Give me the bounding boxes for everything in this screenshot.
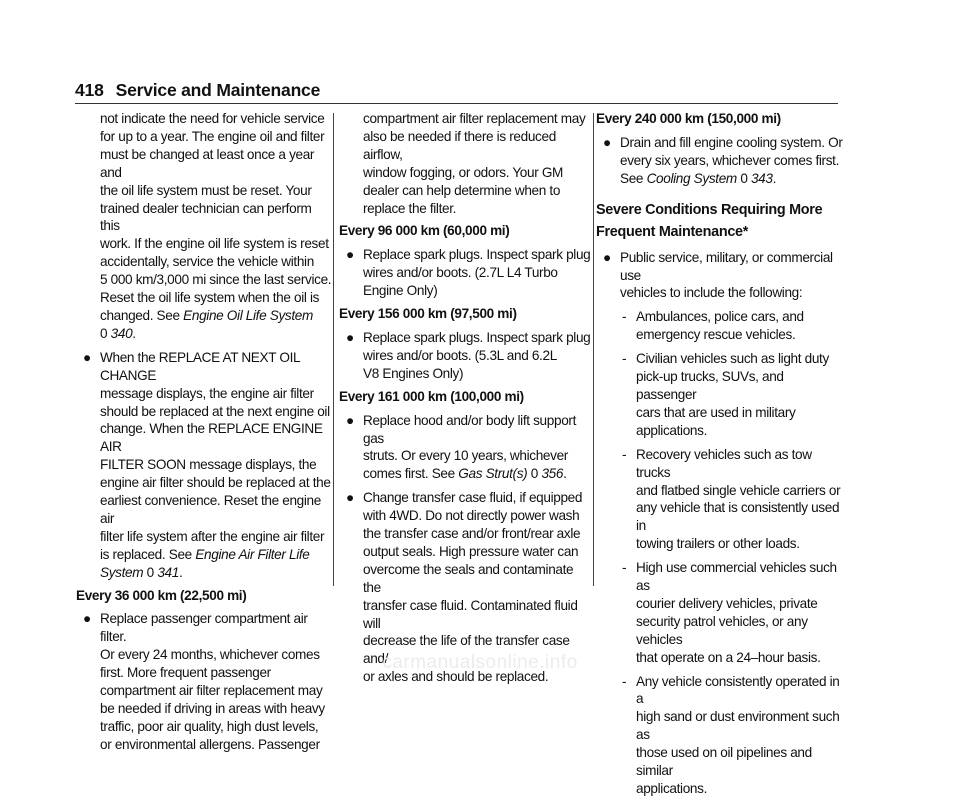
page-ref-number: 343 [750,170,773,186]
column-divider-2 [593,113,594,586]
subitem-ambulances: - Ambulances, police cars, and emergency rescue vehicles. [622,309,804,343]
page-ref-number: 341 [157,564,179,580]
subitem-commercial-vehicles: - High use commercial vehicles such as courier delivery vehicles, private security patrol vehicles, or any vehicles that operate on a 24–hour basis. [622,560,837,665]
column-2 [339,110,591,686]
column-3 [596,110,846,798]
bullet-cooling-system: ● Drain and fill engine cooling system. Or every six years, whichever comes first. See Cooling System 0 343. [603,134,843,186]
header-rule [75,103,838,104]
interval-heading-240000: Every 240 000 km (150,000 mi) [596,111,781,126]
page-number: 418 [75,80,104,100]
section-title: Service and Maintenance [115,80,321,100]
column-divider-1 [333,113,334,586]
interval-heading-161000: Every 161 000 km (100,000 mi) [339,388,524,404]
bullet-icon: ● [346,490,354,506]
continued-paragraph: compartment air filter replacement may also be needed if there is reduced airflow, window fogging, or odors. Your GM dealer can help determine when to replace the filter. [363,111,586,216]
subitem-sand-dust: - Any vehicle consistently operated in a high sand or dust environment such as those used on oil pipelines and similar applications. [622,673,840,796]
bullet-icon: ● [346,329,354,345]
dash-icon: - [622,351,627,367]
page-header [75,80,320,101]
bullet-transfer-case: ● Change transfer case fluid, if equipped with 4WD. Do not directly power wash the transfer case and/or front/rear axle output seals. High pressure water can overcome the seals and contaminate the transfer case fluid. Contaminated fluid will decrease the life of the transfer case and/ or axles and should be replaced. [346,490,583,685]
interval-heading-96000: Every 96 000 km (60,000 mi) [339,223,510,239]
subitem-civilian-vehicles: - Civilian vehicles such as light duty pick-up trucks, SUVs, and passenger cars that are used in military applications. [622,351,829,438]
page-ref-icon: 0 [146,564,154,580]
dash-icon: - [622,673,627,689]
bullet-replace-oil-change: ● When the REPLACE AT NEXT OIL CHANGE message displays, the engine air filter should be replaced at the next engine oil change. When the REPLACE ENGINE AIR FILTER SOON message displays, the engine air filter should be replaced at the earliest convenience. Reset the engine air filter life system after the engine air filter is replaced. See Engine Air Filter Life System 0 341. [83,349,331,580]
page-ref-icon: 0 [740,170,748,186]
page-ref-icon: 0 [530,466,539,482]
ref-gas-struts: Gas Strut(s) [458,466,528,482]
watermark: carmanualsonline.info [382,652,578,673]
bullet-spark-plugs-l4: ● Replace spark plugs. Inspect spark plug wires and/or boots. (2.7L L4 Turbo Engine Only) [346,247,591,299]
bullet-icon: ● [83,349,91,365]
bullet-icon: ● [603,134,611,150]
ref-engine-oil-life-system: Engine Oil Life System [183,307,313,323]
bullet-gas-struts: ● Replace hood and/or body lift support gas struts. Or every 10 years, whichever comes first. See Gas Strut(s) 0 356. [346,412,577,482]
section-heading-severe-conditions: Severe Conditions Requiring More Frequent Maintenance* [596,201,823,240]
bullet-icon: ● [346,247,354,263]
page-ref-number: 356 [541,466,564,482]
ref-engine-air-filter-life: Engine Air Filter Life [195,546,310,562]
interval-heading-156000: Every 156 000 km (97,500 mi) [339,306,517,322]
dash-icon: - [622,309,627,325]
subitem-recovery-vehicles: - Recovery vehicles such as tow trucks and flatbed single vehicle carriers or any vehicle that is consistently used in towing trailers or other loads. [622,446,841,552]
page-ref-number: 340 [110,325,133,341]
bullet-icon: ● [83,611,91,627]
bullet-cabin-filter: ● Replace passenger compartment air filter. Or every 24 months, whichever comes first. More frequent passenger compartment air filter replacement may be needed if driving in areas with heavy traffic, poor air quality, high dust levels, or environmental allergens. Passenger [83,611,325,752]
page-ref-icon: 0 [100,325,108,341]
bullet-spark-plugs-v8: ● Replace spark plugs. Inspect spark plug wires and/or boots. (5.3L and 6.2L V8 Engines Only) [346,329,591,381]
bullet-icon: ● [346,412,354,428]
dash-icon: - [622,446,627,462]
ref-cooling-system: Cooling System [646,170,737,186]
dash-icon: - [622,560,627,576]
continued-paragraph: not indicate the need for vehicle service for up to a year. The engine oil and filter must be changed at least once a year and the oil life system must be reset. Your trained dealer technician can perform this work. If the engine oil life system is reset accidentally, service the vehicle within 5 000 km/3,000 mi since the last service. Reset the oil life system when the oil is changed. See Engine Oil Life System 0 340. [100,111,332,341]
interval-heading-36000: Every 36 000 km (22,500 mi) [76,587,247,603]
bullet-icon: ● [603,249,611,265]
bullet-public-service: ● Public service, military, or commercial use vehicles to include the following: [603,249,833,301]
